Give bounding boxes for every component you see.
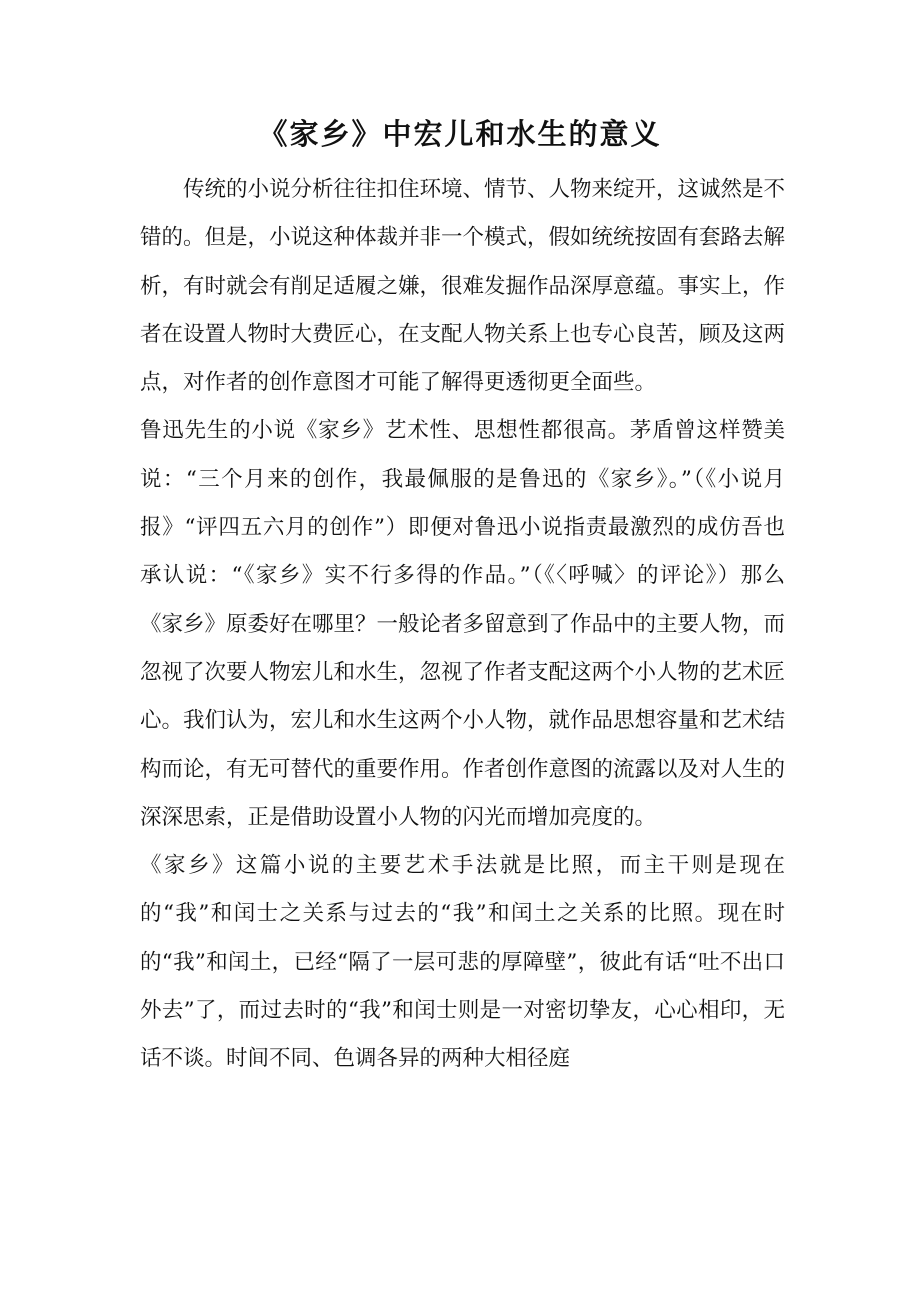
document-title: 《家乡》中宏儿和水生的意义 [258, 117, 662, 151]
paragraph-1: 传统的小说分析往往扣住环境、情节、人物来绽开，这诚然是不错的。但是，小说这种体裁并非一个模式，假如统统按固有套路去解析，有时就会有削足适履之嫌，很难发掘作品深厚意蕴。事实上，作者在设置人物时大费匠心，在支配人物关系上也专心良苦，顾及这两点，对作者的创作意图才可能了解得更透彻更全面些。 [140, 177, 786, 396]
document-body [140, 166, 785, 1084]
paragraph-3: 《家乡》这篇小说的主要艺术手法就是比照，而主干则是现在的“我”和闰士之关系与过去的“我”和闰土之关系的比照。现在时的“我”和闰土，已经“隔了一层可悲的厚障壁”，彼此有话“吐不出口外去”了，而过去时的“我”和闰士则是一对密切挚友，心心相印，无话不谈。时间不同、色调各异的两种大相径庭 [140, 853, 785, 1072]
paragraph-2: 鲁迅先生的小说《家乡》艺术性、思想性都很高。茅盾曾这样赞美说：“三个月来的创作，我最佩服的是鲁迅的《家乡》。”（《小说月报》“评四五六月的创作”）即便对鲁迅小说指责最激烈的成仿吾也承认说：“《家乡》实不行多得的作品。”（《〈呼喊〉的评论》）那么《家乡》原委好在哪里？一般论者多留意到了作品中的主要人物，而忽视了次要人物宏儿和水生，忽视了作者支配这两个小人物的艺术匠心。我们认为，宏儿和水生这两个小人物，就作品思想容量和艺术结构而论，有无可替代的重要作用。作者创作意图的流露以及对人生的深深思索，正是借助设置小人物的闪光而增加亮度的。 [140, 418, 786, 830]
